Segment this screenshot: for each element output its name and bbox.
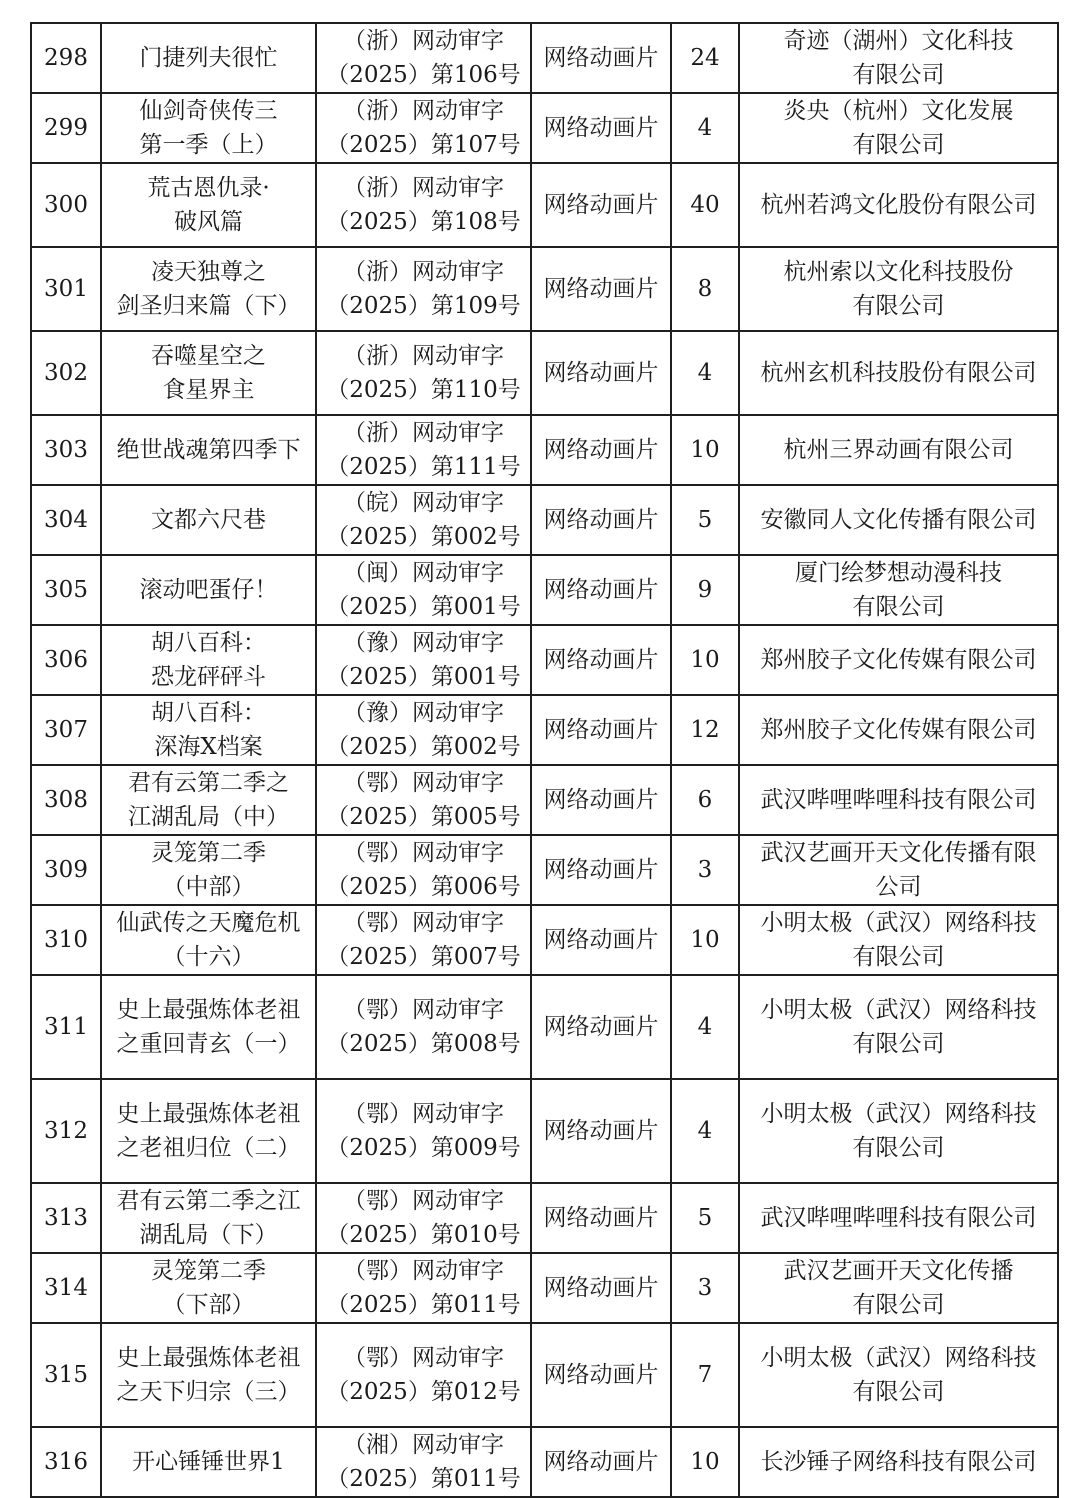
cell-episodes: 4 (671, 331, 739, 415)
cell-type: 网络动画片 (531, 331, 671, 415)
cell-permit: （浙）网动审字 （2025）第111号 (316, 415, 531, 485)
table-row (31, 555, 1058, 625)
cell-title: 荒古恩仇录· 破风篇 (101, 163, 316, 247)
cell-type: 网络动画片 (531, 1323, 671, 1427)
cell-number: 309 (31, 835, 101, 905)
cell-number: 298 (31, 23, 101, 93)
cell-episodes: 24 (671, 23, 739, 93)
cell-episodes: 10 (671, 905, 739, 975)
cell-number: 313 (31, 1183, 101, 1253)
cell-permit: （闽）网动审字 （2025）第001号 (316, 555, 531, 625)
cell-title: 门捷列夫很忙 (101, 23, 316, 93)
cell-episodes: 10 (671, 625, 739, 695)
cell-title: 开心锤锤世界1 (101, 1427, 316, 1497)
cell-title: 仙武传之天魔危机 （十六） (101, 905, 316, 975)
cell-number: 315 (31, 1323, 101, 1427)
cell-company: 安徽同人文化传播有限公司 (739, 485, 1058, 555)
cell-permit: （浙）网动审字 （2025）第110号 (316, 331, 531, 415)
cell-company: 小明太极（武汉）网络科技 有限公司 (739, 1323, 1058, 1427)
cell-company: 武汉艺画开天文化传播 有限公司 (739, 1253, 1058, 1323)
cell-number: 302 (31, 331, 101, 415)
cell-episodes: 6 (671, 765, 739, 835)
cell-title: 吞噬星空之 食星界主 (101, 331, 316, 415)
cell-type: 网络动画片 (531, 415, 671, 485)
cell-episodes: 10 (671, 1427, 739, 1497)
cell-permit: （鄂）网动审字 （2025）第011号 (316, 1253, 531, 1323)
cell-episodes: 5 (671, 485, 739, 555)
cell-company: 武汉哔哩哔哩科技有限公司 (739, 1183, 1058, 1253)
cell-type: 网络动画片 (531, 905, 671, 975)
table-row (31, 247, 1058, 331)
cell-title: 君有云第二季之 江湖乱局（中） (101, 765, 316, 835)
cell-title: 胡八百科： 深海X档案 (101, 695, 316, 765)
cell-type: 网络动画片 (531, 555, 671, 625)
cell-episodes: 12 (671, 695, 739, 765)
cell-permit: （豫）网动审字 （2025）第001号 (316, 625, 531, 695)
cell-company: 杭州三界动画有限公司 (739, 415, 1058, 485)
cell-company: 郑州胶子文化传媒有限公司 (739, 695, 1058, 765)
cell-episodes: 7 (671, 1323, 739, 1427)
cell-permit: （鄂）网动审字 （2025）第006号 (316, 835, 531, 905)
cell-permit: （皖）网动审字 （2025）第002号 (316, 485, 531, 555)
cell-company: 长沙锤子网络科技有限公司 (739, 1427, 1058, 1497)
cell-company: 杭州若鸿文化股份有限公司 (739, 163, 1058, 247)
cell-permit: （浙）网动审字 （2025）第107号 (316, 93, 531, 163)
cell-number: 301 (31, 247, 101, 331)
cell-episodes: 5 (671, 1183, 739, 1253)
cell-company: 小明太极（武汉）网络科技 有限公司 (739, 975, 1058, 1079)
cell-title: 绝世战魂第四季下 (101, 415, 316, 485)
table-row (31, 1079, 1058, 1183)
cell-type: 网络动画片 (531, 1427, 671, 1497)
cell-permit: （浙）网动审字 （2025）第108号 (316, 163, 531, 247)
cell-title: 灵笼第二季 （下部） (101, 1253, 316, 1323)
cell-permit: （浙）网动审字 （2025）第106号 (316, 23, 531, 93)
cell-title: 史上最强炼体老祖 之重回青玄（一） (101, 975, 316, 1079)
table-row (31, 1427, 1058, 1497)
table-row (31, 163, 1058, 247)
cell-type: 网络动画片 (531, 93, 671, 163)
cell-type: 网络动画片 (531, 765, 671, 835)
table-row (31, 625, 1058, 695)
cell-company: 郑州胶子文化传媒有限公司 (739, 625, 1058, 695)
cell-type: 网络动画片 (531, 163, 671, 247)
cell-type: 网络动画片 (531, 695, 671, 765)
cell-company: 小明太极（武汉）网络科技 有限公司 (739, 1079, 1058, 1183)
cell-company: 杭州索以文化科技股份 有限公司 (739, 247, 1058, 331)
cell-number: 311 (31, 975, 101, 1079)
cell-episodes: 4 (671, 93, 739, 163)
cell-permit: （鄂）网动审字 （2025）第008号 (316, 975, 531, 1079)
table-row (31, 905, 1058, 975)
cell-permit: （湘）网动审字 （2025）第011号 (316, 1427, 531, 1497)
cell-title: 君有云第二季之江 湖乱局（下） (101, 1183, 316, 1253)
cell-episodes: 8 (671, 247, 739, 331)
cell-number: 300 (31, 163, 101, 247)
cell-title: 灵笼第二季 （中部） (101, 835, 316, 905)
cell-company: 小明太极（武汉）网络科技 有限公司 (739, 905, 1058, 975)
table-row (31, 415, 1058, 485)
table-body (31, 23, 1058, 1497)
cell-number: 307 (31, 695, 101, 765)
cell-number: 303 (31, 415, 101, 485)
cell-episodes: 9 (671, 555, 739, 625)
cell-episodes: 10 (671, 415, 739, 485)
cell-title: 凌天独尊之 剑圣归来篇（下） (101, 247, 316, 331)
table-row (31, 1183, 1058, 1253)
cell-permit: （浙）网动审字 （2025）第109号 (316, 247, 531, 331)
cell-title: 史上最强炼体老祖 之天下归宗（三） (101, 1323, 316, 1427)
cell-type: 网络动画片 (531, 835, 671, 905)
cell-type: 网络动画片 (531, 23, 671, 93)
cell-type: 网络动画片 (531, 625, 671, 695)
cell-episodes: 3 (671, 1253, 739, 1323)
registration-table (30, 22, 1059, 1498)
table-row (31, 331, 1058, 415)
table-row (31, 765, 1058, 835)
cell-permit: （鄂）网动审字 （2025）第007号 (316, 905, 531, 975)
cell-episodes: 4 (671, 1079, 739, 1183)
cell-title: 史上最强炼体老祖 之老祖归位（二） (101, 1079, 316, 1183)
cell-number: 305 (31, 555, 101, 625)
cell-company: 厦门绘梦想动漫科技 有限公司 (739, 555, 1058, 625)
cell-permit: （鄂）网动审字 （2025）第005号 (316, 765, 531, 835)
cell-title: 胡八百科： 恐龙砰砰斗 (101, 625, 316, 695)
table-row (31, 93, 1058, 163)
cell-number: 299 (31, 93, 101, 163)
cell-number: 316 (31, 1427, 101, 1497)
table-row (31, 835, 1058, 905)
cell-number: 312 (31, 1079, 101, 1183)
table-row (31, 23, 1058, 93)
table-row (31, 485, 1058, 555)
cell-company: 奇迹（湖州）文化科技 有限公司 (739, 23, 1058, 93)
cell-company: 武汉哔哩哔哩科技有限公司 (739, 765, 1058, 835)
cell-number: 308 (31, 765, 101, 835)
cell-company: 杭州玄机科技股份有限公司 (739, 331, 1058, 415)
cell-number: 306 (31, 625, 101, 695)
cell-company: 武汉艺画开天文化传播有限 公司 (739, 835, 1058, 905)
cell-episodes: 3 (671, 835, 739, 905)
cell-number: 310 (31, 905, 101, 975)
table-row (31, 1253, 1058, 1323)
cell-title: 仙剑奇侠传三 第一季（上） (101, 93, 316, 163)
cell-type: 网络动画片 (531, 485, 671, 555)
cell-type: 网络动画片 (531, 1253, 671, 1323)
cell-company: 炎央（杭州）文化发展 有限公司 (739, 93, 1058, 163)
cell-permit: （鄂）网动审字 （2025）第010号 (316, 1183, 531, 1253)
table-row (31, 695, 1058, 765)
cell-episodes: 40 (671, 163, 739, 247)
cell-title: 滚动吧蛋仔！ (101, 555, 316, 625)
cell-number: 314 (31, 1253, 101, 1323)
cell-episodes: 4 (671, 975, 739, 1079)
cell-number: 304 (31, 485, 101, 555)
cell-permit: （豫）网动审字 （2025）第002号 (316, 695, 531, 765)
cell-type: 网络动画片 (531, 1183, 671, 1253)
cell-permit: （鄂）网动审字 （2025）第012号 (316, 1323, 531, 1427)
cell-title: 文都六尺巷 (101, 485, 316, 555)
table-row (31, 975, 1058, 1079)
cell-type: 网络动画片 (531, 247, 671, 331)
cell-permit: （鄂）网动审字 （2025）第009号 (316, 1079, 531, 1183)
cell-type: 网络动画片 (531, 1079, 671, 1183)
table-row (31, 1323, 1058, 1427)
cell-type: 网络动画片 (531, 975, 671, 1079)
